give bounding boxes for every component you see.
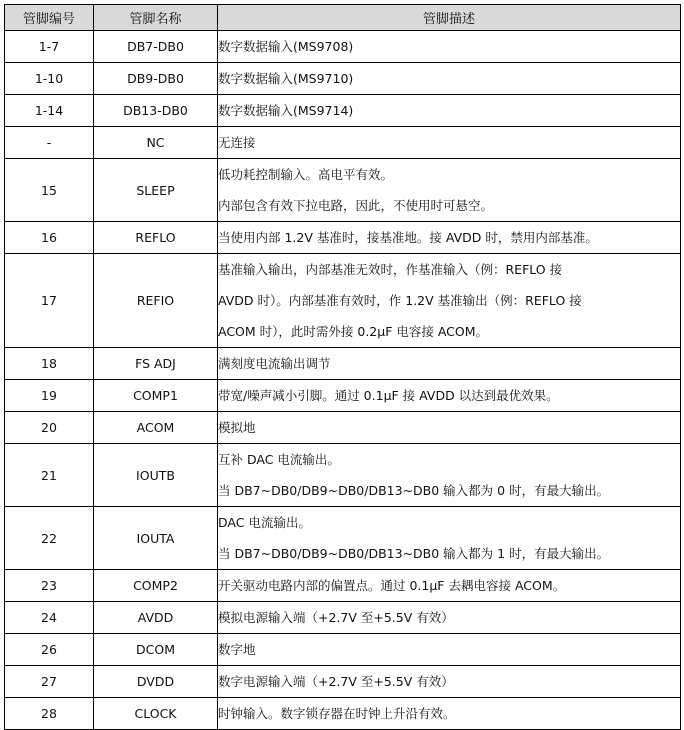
pin-name: ACOM xyxy=(94,412,218,444)
description-line: 数字数据输入(MS9714) xyxy=(218,103,354,118)
description-line: 互补 DAC 电流输出。 xyxy=(218,452,340,467)
pin-description xyxy=(218,159,681,222)
pin-name: FS ADJ xyxy=(94,348,218,380)
pin-name: SLEEP xyxy=(94,159,218,222)
description-line: 当 DB7~DB0/DB9~DB0/DB13~DB0 输入都为 0 时，有最大输出。 xyxy=(218,483,610,498)
table-row xyxy=(5,222,681,254)
pin-description xyxy=(218,348,681,380)
table-row xyxy=(5,31,681,63)
table-row xyxy=(5,444,681,507)
pin-number: 23 xyxy=(5,570,94,602)
pin-description xyxy=(218,95,681,127)
description-line: 当 DB7~DB0/DB9~DB0/DB13~DB0 输入都为 1 时，有最大输出。 xyxy=(218,546,610,561)
pin-number: 1-14 xyxy=(5,95,94,127)
table-row xyxy=(5,698,681,730)
table-header-row xyxy=(5,5,681,31)
description-line: 模拟电源输入端（+2.7V 至+5.5V 有效） xyxy=(218,610,454,625)
pin-name: DVDD xyxy=(94,666,218,698)
pin-description xyxy=(218,380,681,412)
pin-description xyxy=(218,698,681,730)
table-row xyxy=(5,507,681,570)
description-line: 满刻度电流输出调节 xyxy=(218,356,331,371)
pin-name: REFIO xyxy=(94,254,218,348)
pin-description xyxy=(218,127,681,159)
description-line: 开关驱动电路内部的偏置点。通过 0.1μF 去耦电容接 ACOM。 xyxy=(218,578,566,593)
description-line: 内部包含有效下拉电路，因此，不使用时可悬空。 xyxy=(218,198,494,213)
pin-number: 1-7 xyxy=(5,31,94,63)
pin-number: 19 xyxy=(5,380,94,412)
description-line: 模拟地 xyxy=(218,420,256,435)
table-row xyxy=(5,602,681,634)
pin-name: IOUTA xyxy=(94,507,218,570)
pin-description xyxy=(218,602,681,634)
pin-description xyxy=(218,634,681,666)
pin-name: COMP2 xyxy=(94,570,218,602)
table-row xyxy=(5,254,681,348)
description-line: 数字地 xyxy=(218,642,256,657)
pin-number: 20 xyxy=(5,412,94,444)
pin-name: AVDD xyxy=(94,602,218,634)
pin-name: IOUTB xyxy=(94,444,218,507)
table-row xyxy=(5,127,681,159)
pin-number: 27 xyxy=(5,666,94,698)
pin-number: 17 xyxy=(5,254,94,348)
table-row xyxy=(5,348,681,380)
pin-description xyxy=(218,570,681,602)
table-row xyxy=(5,63,681,95)
description-line: DAC 电流输出。 xyxy=(218,515,311,530)
pin-description xyxy=(218,31,681,63)
table-row xyxy=(5,666,681,698)
description-line: 时钟输入。数字锁存器在时钟上升沿有效。 xyxy=(218,706,456,721)
pin-name: DB13-DB0 xyxy=(94,95,218,127)
pin-description xyxy=(218,222,681,254)
description-line: 基准输入输出，内部基准无效时，作基准输入（例：REFLO 接 xyxy=(218,262,563,277)
table-row xyxy=(5,95,681,127)
description-line: 当使用内部 1.2V 基准时，接基准地。接 AVDD 时，禁用内部基准。 xyxy=(218,230,598,245)
pin-number: 1-10 xyxy=(5,63,94,95)
description-line: AVDD 时）。内部基准有效时，作 1.2V 基准输出（例：REFLO 接 xyxy=(218,293,582,308)
description-line: ACOM 时），此时需外接 0.2μF 电容接 ACOM。 xyxy=(218,324,489,339)
table-row xyxy=(5,412,681,444)
pin-name: REFLO xyxy=(94,222,218,254)
pin-name: DB7-DB0 xyxy=(94,31,218,63)
description-line: 低功耗控制输入。高电平有效。 xyxy=(218,167,394,182)
pin-number: 26 xyxy=(5,634,94,666)
pin-number: - xyxy=(5,127,94,159)
pin-name: NC xyxy=(94,127,218,159)
pin-number: 22 xyxy=(5,507,94,570)
pin-number: 21 xyxy=(5,444,94,507)
pin-description xyxy=(218,507,681,570)
header-pin-name: 管脚名称 xyxy=(94,5,218,31)
table-row xyxy=(5,570,681,602)
pin-number: 16 xyxy=(5,222,94,254)
description-line: 数字电源输入端（+2.7V 至+5.5V 有效） xyxy=(218,674,454,689)
pin-description xyxy=(218,666,681,698)
pin-number: 28 xyxy=(5,698,94,730)
pin-number: 15 xyxy=(5,159,94,222)
pin-name: DB9-DB0 xyxy=(94,63,218,95)
description-line: 数字数据输入(MS9710) xyxy=(218,71,354,86)
pin-number: 24 xyxy=(5,602,94,634)
table-row xyxy=(5,634,681,666)
pin-description xyxy=(218,412,681,444)
pin-description xyxy=(218,63,681,95)
pin-description xyxy=(218,444,681,507)
description-line: 无连接 xyxy=(218,135,256,150)
pin-name: DCOM xyxy=(94,634,218,666)
header-pin-number: 管脚编号 xyxy=(5,5,94,31)
pin-name: COMP1 xyxy=(94,380,218,412)
pin-description xyxy=(218,254,681,348)
pin-description-table xyxy=(4,4,681,730)
description-line: 数字数据输入(MS9708) xyxy=(218,39,354,54)
pin-name: CLOCK xyxy=(94,698,218,730)
header-pin-description: 管脚描述 xyxy=(218,5,681,31)
pin-number: 18 xyxy=(5,348,94,380)
description-line: 带宽/噪声减小引脚。通过 0.1μF 接 AVDD 以达到最优效果。 xyxy=(218,388,559,403)
table-row xyxy=(5,380,681,412)
table-row xyxy=(5,159,681,222)
